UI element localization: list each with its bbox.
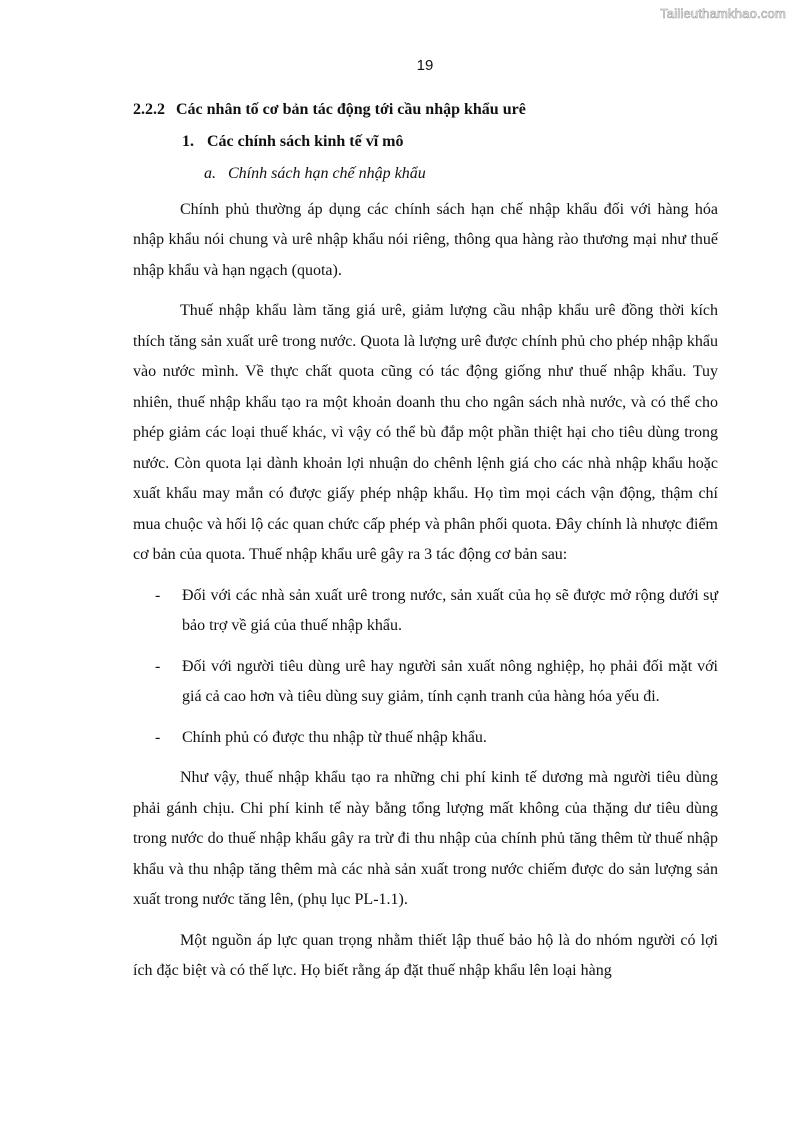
subsection-number: 1. (182, 132, 194, 150)
section-title: Các nhân tố cơ bản tác động tới cầu nhập khẩu urê (176, 101, 526, 118)
subsection-heading (133, 127, 718, 158)
list-item (133, 723, 718, 754)
list-item-text: Đối với các nhà sản xuất urê trong nước, sản xuất của họ sẽ được mở rộng dưới sự bảo trợ về giá của thuế nhập khẩu. (182, 586, 718, 634)
list-item (133, 652, 718, 713)
paragraph: Thuế nhập khẩu làm tăng giá urê, giảm lượng cầu nhập khẩu urê đồng thời kích thích tăng sản xuất urê trong nước. Quota là lượng urê được chính phủ cho phép nhập khẩu vào nước mình. Về thực chất quota cũng có tác động giống như thuế nhập khẩu. Tuy nhiên, thuế nhập khẩu tạo ra một khoản doanh thu cho ngân sách nhà nước, và có thể cho phép giảm các loại thuế khác, vì vậy có thể bù đắp một phần thiệt hại cho tiêu dùng trong nước. Còn quota lại dành khoản lợi nhuận do chênh lệnh giá cho các nhà nhập khẩu hoặc xuất khẩu may mắn có được giấy phép nhập khẩu. Họ tìm mọi cách vận động, thậm chí mua chuộc và hối lộ các quan chức cấp phép và phân phối quota. Đây chính là nhược điểm cơ bản của quota. Thuế nhập khẩu urê gây ra 3 tác động cơ bản sau: (133, 302, 718, 563)
section-number: 2.2.2 (133, 101, 165, 118)
subsection-title: Các chính sách kinh tế vĩ mô (207, 132, 404, 150)
watermark: Tailieuthamkhao.com (660, 6, 786, 21)
subsubsection-heading (133, 159, 718, 190)
subsubsection-title: Chính sách hạn chế nhập khẩu (228, 165, 426, 182)
paragraph: Một nguồn áp lực quan trọng nhằm thiết lập thuế bảo hộ là do nhóm người có lợi ích đặc biệt và có thế lực. Họ biết rằng áp đặt thuế nhập khẩu lên loại hàng (133, 931, 718, 979)
bullet-marker: - (155, 657, 161, 675)
document-body (133, 95, 718, 997)
section-heading (133, 95, 718, 126)
bullet-marker: - (155, 728, 161, 746)
list-item (133, 581, 718, 642)
paragraph: Chính phủ thường áp dụng các chính sách hạn chế nhập khẩu đối với hàng hóa nhập khẩu nói chung và urê nhập khẩu nói riêng, thông qua hàng rào thương mại như thuế nhập khẩu và hạn ngạch (quota). (133, 200, 718, 279)
bullet-list (133, 581, 718, 754)
list-item-text: Chính phủ có được thu nhập từ thuế nhập khẩu. (182, 728, 487, 746)
subsubsection-number: a. (204, 165, 216, 182)
paragraph: Như vậy, thuế nhập khẩu tạo ra những chi phí kinh tế dương mà người tiêu dùng phải gánh chịu. Chi phí kinh tế này bằng tổng lượng mất không của thặng dư tiêu dùng trong nước do thuế nhập khẩu gây ra trừ đi thu nhập của chính phủ tăng thêm từ thuế nhập khẩu và thu nhập tăng thêm mà các nhà sản xuất trong nước chiếm được do sản lượng sản xuất trong nước tăng lên, (phụ lục PL-1.1). (133, 769, 718, 908)
bullet-marker: - (155, 586, 161, 604)
list-item-text: Đối với người tiêu dùng urê hay người sản xuất nông nghiệp, họ phải đối mặt với giá cả cao hơn và tiêu dùng suy giảm, tính cạnh tranh của hàng hóa yếu đi. (182, 657, 718, 705)
page-number: 19 (416, 57, 434, 74)
